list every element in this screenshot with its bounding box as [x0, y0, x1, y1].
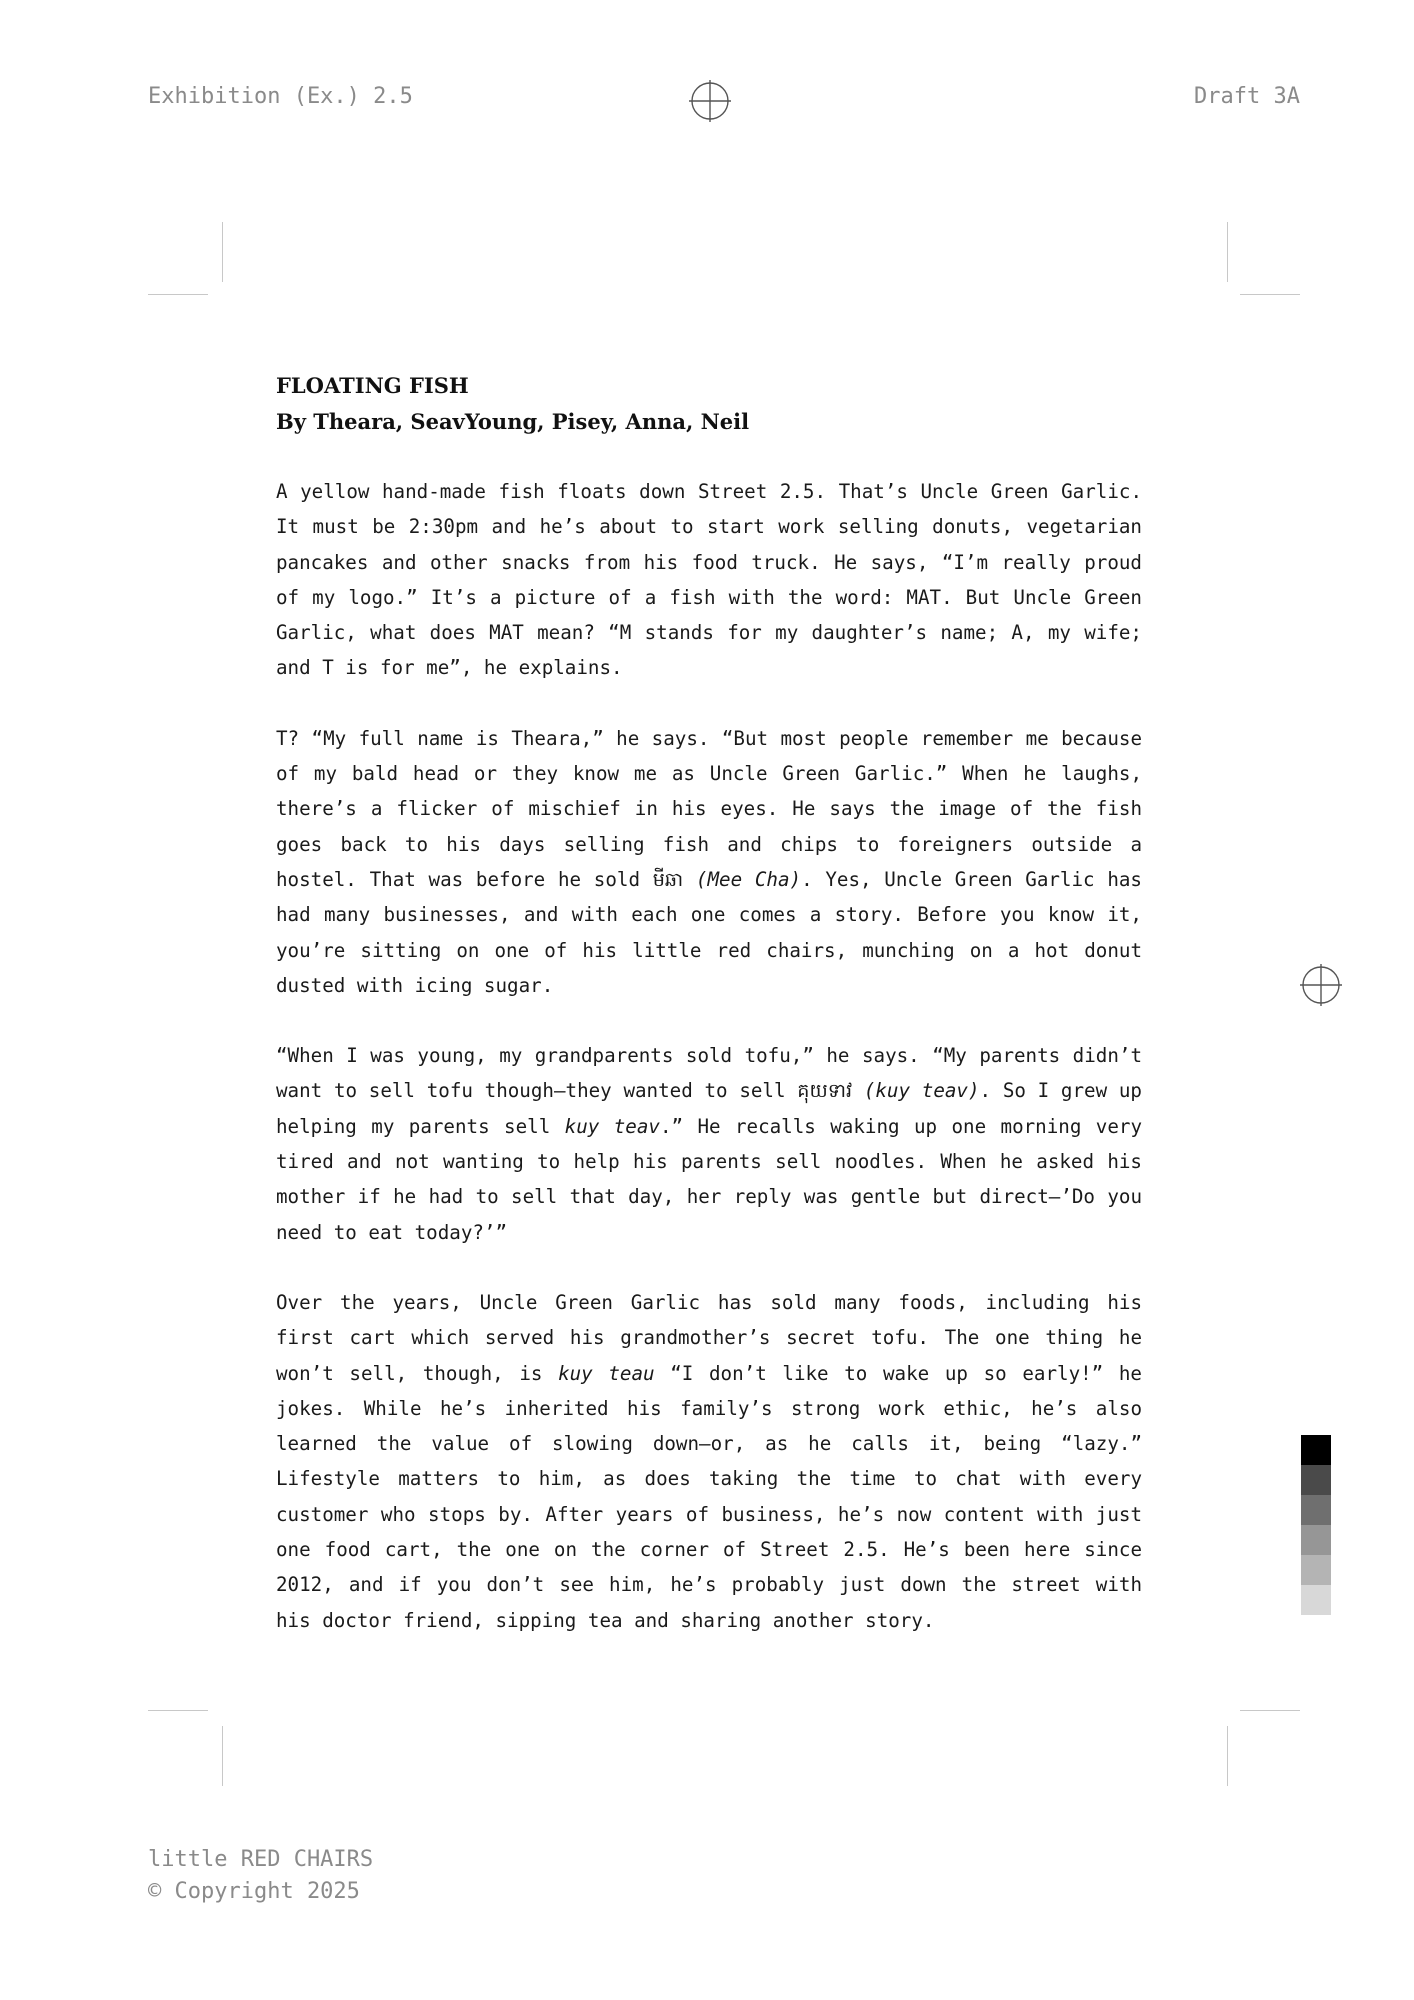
paragraph-3	[276, 1038, 1142, 1250]
paragraph-2-text-b: . Yes, Uncle Green Garlic has had many businesses, and with each one comes a story. Before you know it, you’re sitting on one of his little red chairs, munching on a hot donut dusted with icing sugar.	[276, 867, 1142, 997]
paragraph-1: A yellow hand-made fish floats down Street 2.5. That’s Uncle Green Garlic. It must be 2:30pm and he’s about to start work selling donuts, vegetarian pancakes and other snacks from his food truck. He says, “I’m really proud of my logo.” It’s a picture of a fish with the word: MAT. But Uncle Green Garlic, what does MAT mean? “M stands for my daughter’s name; A, my wife; and T is for me”, he explains.	[276, 480, 1142, 680]
grayscale-swatch-strip	[1301, 1435, 1331, 1615]
paragraph-2	[276, 721, 1142, 1003]
paragraph-3-text-b: . So I grew up helping my parents sell	[276, 1079, 1142, 1138]
footer-copyright: © Copyright 2025	[148, 1879, 360, 1904]
crop-mark-bottom-left-horizontal	[148, 1710, 208, 1711]
swatch	[1301, 1435, 1331, 1465]
paragraph-3-text-c: .” He recalls waking up one morning very tired and not wanting to help his parents sell noodles. When he asked his mother if he had to sell that day, her reply was gentle but direct—’Do you need to eat today?’”	[276, 1114, 1143, 1244]
paragraph-3-text-a: “When I was young, my grandparents sold tofu,” he says. “My parents didn’t want to sell tofu though—they wanted to sell	[276, 1044, 1142, 1103]
swatch	[1301, 1495, 1331, 1525]
crop-mark-top-right-vertical	[1227, 222, 1228, 282]
paragraph-4-text-b: “I don’t like to wake up so early!” he jokes. While he’s inherited his family’s strong work ethic, he’s also learned the value of slowing down—or, as he calls it, being “lazy.” Lifestyle matters to him, as does taking the time to chat with every customer who stops by. After years of business, he’s now content with just one food cart, the one on the corner of Street 2.5. He’s been here since 2012, and if you don’t see him, he’s probably just down the street with his doctor friend, sipping tea and sharing another story.	[276, 1361, 1142, 1632]
paragraph-4	[276, 1285, 1142, 1638]
article-title: FLOATING FISH	[276, 373, 469, 398]
italic-kuy-teav: kuy teav	[564, 1114, 660, 1138]
swatch	[1301, 1525, 1331, 1555]
paragraph-4-text-a: Over the years, Uncle Green Garlic has sold many foods, including his first cart which served his grandmother’s secret tofu. The one thing he won’t sell, though, is	[276, 1290, 1142, 1385]
paragraph-2-text-a: T? “My full name is Theara,” he says. “But most people remember me because of my bald head or they know me as Uncle Green Garlic.” When he laughs, there’s a flicker of mischief in his eyes. He says the image of the fish goes back to his days selling fish and chips to foreigners outside a hostel. That was before he sold	[276, 726, 1142, 891]
article	[276, 368, 1142, 1638]
italic-kuy-teau: kuy teau	[558, 1361, 655, 1385]
registration-mark-right-icon	[1300, 964, 1342, 1006]
crop-mark-bottom-left-vertical	[222, 1726, 223, 1786]
header-draft-label: Draft 3A	[1194, 84, 1300, 109]
header-exhibition-label: Exhibition (Ex.) 2.5	[148, 84, 413, 109]
registration-mark-top-icon	[689, 80, 731, 122]
swatch	[1301, 1585, 1331, 1615]
footer	[148, 1844, 373, 1908]
khmer-mee-cha: មីឆា	[652, 867, 684, 891]
swatch	[1301, 1555, 1331, 1585]
romanized-mee-cha: (Mee Cha)	[695, 867, 802, 891]
footer-publisher: little RED CHAIRS	[148, 1847, 374, 1872]
khmer-kuy-teav: គុយទាវ	[797, 1079, 853, 1103]
swatch	[1301, 1465, 1331, 1495]
crop-mark-top-left-horizontal	[148, 294, 208, 295]
article-authors: By Theara, SeavYoung, Pisey, Anna, Neil	[276, 409, 750, 434]
crop-mark-bottom-right-horizontal	[1240, 1710, 1300, 1711]
romanized-kuy-teav: (kuy teav)	[863, 1079, 980, 1103]
crop-mark-top-right-horizontal	[1240, 294, 1300, 295]
crop-mark-top-left-vertical	[222, 222, 223, 282]
crop-mark-bottom-right-vertical	[1227, 1726, 1228, 1786]
